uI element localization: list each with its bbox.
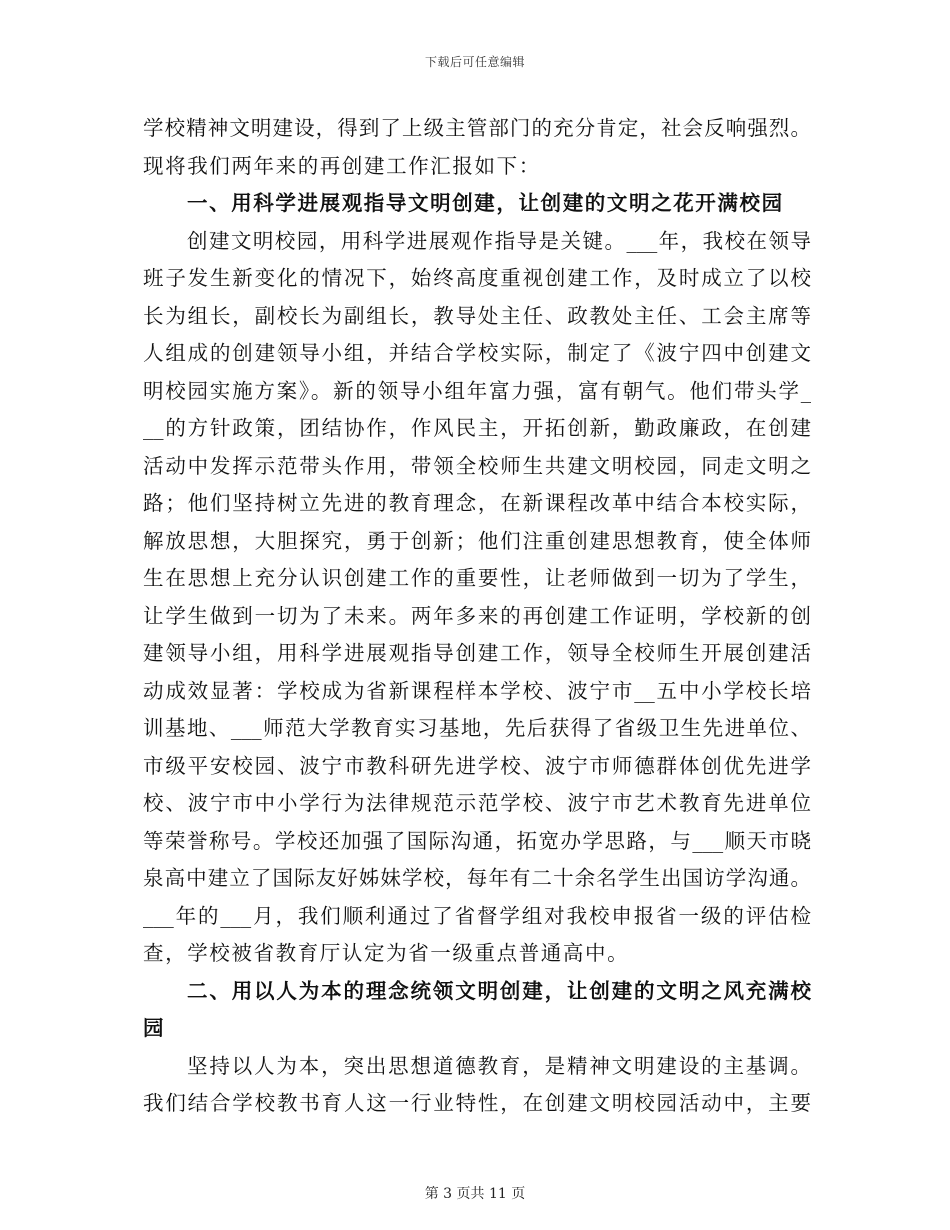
body-line: 现将我们两年来的再创建工作汇报如下：	[143, 153, 541, 178]
body-line: 人组成的创建领导小组，并结合学校实际，制定了《波宁四中创建文	[143, 341, 811, 365]
page-footer: 第 3 页共 11 页	[424, 1186, 526, 1202]
body-line: 长为组长，副校长为副组长，教导处主任、政教处主任、工会主席等	[143, 303, 811, 328]
page-header: 下载后可任意编辑	[424, 55, 525, 69]
body-line: 动成效显著：学校成为省新课程样本学校、波宁市__五中小学校长培	[143, 678, 811, 703]
body-line: 生在思想上充分认识创建工作的重要性，让老师做到一切为了学生，	[143, 566, 811, 590]
section-heading: 二、用以人为本的理念统领文明创建，让创建的文明之风充满校	[187, 978, 811, 1003]
body-line: 坚持以人为本，突出思想道德教育，是精神文明建设的主基调。	[187, 1053, 811, 1078]
body-line: ___年的___月，我们顺利通过了省督学组对我校申报省一级的评估检	[143, 903, 811, 928]
body-line: 班子发生新变化的情况下，始终高度重视创建工作，及时成立了以校	[143, 266, 811, 290]
body-line: 创建文明校园，用科学进展观作指导是关键。___年，我校在领导	[187, 228, 811, 253]
body-line: 解放思想，大胆探究，勇于创新；他们注重创建思想教育，使全体师	[143, 528, 811, 553]
body-line: 查，学校被省教育厅认定为省一级重点普通高中。	[143, 941, 630, 965]
body-line: 我们结合学校教书育人这一行业特性，在创建文明校园活动中，主要	[143, 1091, 811, 1115]
body-line: 让学生做到一切为了未来。两年多来的再创建工作证明，学校新的创	[143, 603, 811, 628]
body-line: 路；他们坚持树立先进的教育理念，在新课程改革中结合本校实际，	[143, 491, 811, 515]
body-line: 校、波宁市中小学行为法律规范示范学校、波宁市艺术教育先进单位	[143, 791, 811, 815]
body-line: 建领导小组，用科学进展观指导创建工作，领导全校师生开展创建活	[143, 641, 811, 665]
body-line: __的方针政策，团结协作，作风民主，开拓创新，勤政廉政，在创建	[143, 416, 811, 440]
section-heading-continued: 园	[143, 1016, 166, 1040]
body-line: 泉高中建立了国际友好姊妹学校，每年有二十余名学生出国访学沟通。	[143, 866, 811, 890]
body-line: 明校园实施方案》。新的领导小组年富力强，富有朝气。他们带头学_	[143, 378, 811, 403]
body-line: 学校精神文明建设，得到了上级主管部门的充分肯定，社会反响强烈。	[143, 116, 811, 140]
section-heading: 一、用科学进展观指导文明创建，让创建的文明之花开满校园	[187, 191, 784, 215]
body-line: 训基地、___师范大学教育实习基地，先后获得了省级卫生先进单位、	[143, 716, 811, 740]
document-body	[143, 110, 811, 1123]
body-line: 市级平安校园、波宁市教科研先进学校、波宁市师德群体创优先进学	[143, 753, 811, 778]
body-line: 活动中发挥示范带头作用，带领全校师生共建文明校园，同走文明之	[143, 453, 811, 478]
body-line: 等荣誉称号。学校还加强了国际沟通，拓宽办学思路，与___顺天市晓	[143, 828, 811, 853]
